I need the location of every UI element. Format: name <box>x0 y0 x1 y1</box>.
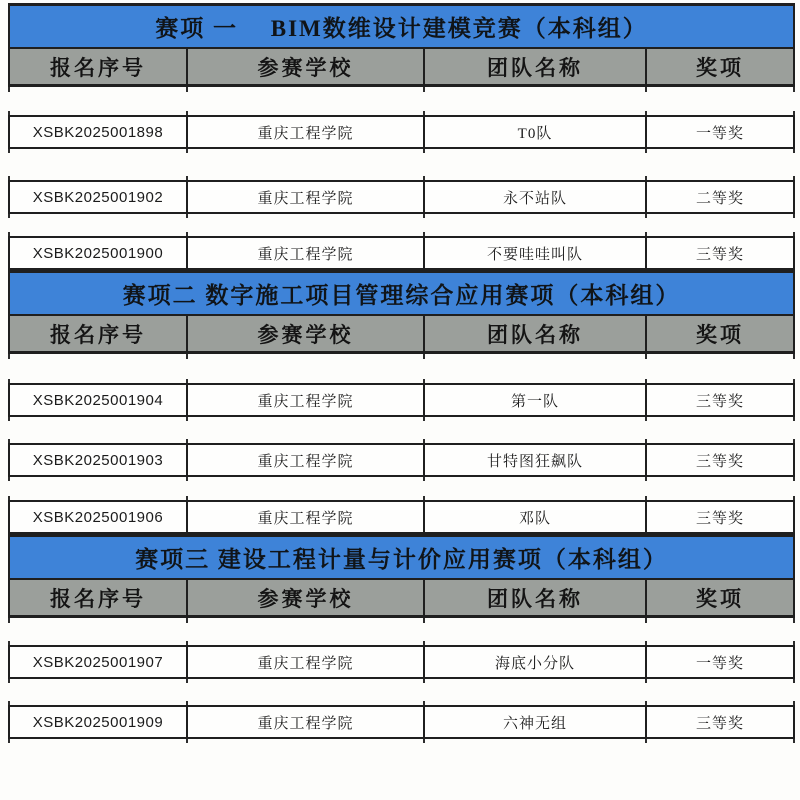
table-row <box>8 383 795 417</box>
section-title: 赛项 一 BIM数维设计建模竞赛（本科组） <box>155 16 648 41</box>
cell-school: 重庆工程学院 <box>188 502 425 532</box>
cell-award: 三等奖 <box>695 715 744 732</box>
cell-team-name: 海底小分队 <box>425 647 647 677</box>
section-title: 赛项三 建设工程计量与计价应用赛项（本科组） <box>135 547 668 572</box>
cell-award: 三等奖 <box>695 453 744 470</box>
column-header-registration-id: 报名序号 <box>10 49 188 84</box>
cell-registration-id: XSBK2025001904 <box>10 385 188 415</box>
column-header-team-name: 团队名称 <box>425 49 647 84</box>
cell-school: 重庆工程学院 <box>188 385 425 415</box>
cell-school: 重庆工程学院 <box>188 117 425 147</box>
table-row-block <box>8 176 795 218</box>
cell-school: 重庆工程学院 <box>188 707 425 737</box>
table-row-block <box>8 496 795 534</box>
cell-registration-id: XSBK2025001907 <box>10 647 188 677</box>
column-divider-stubs <box>8 354 795 359</box>
column-header-award: 奖项 <box>696 586 744 611</box>
cell-registration-id: XSBK2025001909 <box>10 707 188 737</box>
table-header-row <box>8 580 795 618</box>
cell-school: 重庆工程学院 <box>188 182 425 212</box>
cell-school: 重庆工程学院 <box>188 238 425 268</box>
table-row <box>8 236 795 270</box>
column-divider-stubs <box>8 679 795 683</box>
table-header-row <box>8 316 795 354</box>
column-divider-stubs <box>8 477 795 481</box>
cell-award: 一等奖 <box>695 125 744 142</box>
cell-team-name: 第一队 <box>425 385 647 415</box>
section-title-banner <box>8 3 795 49</box>
column-header-school: 参赛学校 <box>188 316 425 351</box>
column-divider-stubs <box>8 214 795 218</box>
cell-team-name: 邓队 <box>425 502 647 532</box>
cell-award: 三等奖 <box>695 510 744 527</box>
cell-team-name: 甘特图狂飙队 <box>425 445 647 475</box>
cell-award: 三等奖 <box>695 246 744 263</box>
column-header-school: 参赛学校 <box>188 49 425 84</box>
column-header-registration-id: 报名序号 <box>10 316 188 351</box>
cell-registration-id: XSBK2025001898 <box>10 117 188 147</box>
table-row <box>8 443 795 477</box>
table-row-block <box>8 232 795 270</box>
column-header-registration-id: 报名序号 <box>10 580 188 615</box>
cell-registration-id: XSBK2025001906 <box>10 502 188 532</box>
table-header-row <box>8 49 795 87</box>
cell-award: 二等奖 <box>695 190 744 207</box>
table-row-block <box>8 701 795 743</box>
competition-section-2 <box>8 270 795 534</box>
column-header-school: 参赛学校 <box>188 580 425 615</box>
cell-team-name: 不要哇哇叫队 <box>425 238 647 268</box>
table-row-block <box>8 111 795 153</box>
table-row <box>8 115 795 149</box>
table-row-block <box>8 641 795 683</box>
cell-award: 一等奖 <box>695 655 744 672</box>
column-divider-stubs <box>8 149 795 153</box>
cell-team-name: T0队 <box>425 117 647 147</box>
column-header-team-name: 团队名称 <box>425 580 647 615</box>
column-divider-stubs <box>8 739 795 743</box>
competition-section-1 <box>8 3 795 270</box>
column-header-award: 奖项 <box>696 55 744 80</box>
column-header-award: 奖项 <box>696 322 744 347</box>
table-row <box>8 645 795 679</box>
table-row <box>8 705 795 739</box>
column-header-team-name: 团队名称 <box>425 316 647 351</box>
column-divider-stubs <box>8 417 795 421</box>
cell-team-name: 六神无组 <box>425 707 647 737</box>
table-row-block <box>8 439 795 481</box>
cell-team-name: 永不站队 <box>425 182 647 212</box>
column-divider-stubs <box>8 87 795 92</box>
competition-section-3 <box>8 534 795 743</box>
cell-registration-id: XSBK2025001900 <box>10 238 188 268</box>
cell-award: 三等奖 <box>695 393 744 410</box>
award-results-table <box>8 3 795 743</box>
cell-school: 重庆工程学院 <box>188 445 425 475</box>
cell-registration-id: XSBK2025001903 <box>10 445 188 475</box>
section-title-banner <box>8 534 795 580</box>
column-divider-stubs <box>8 618 795 623</box>
cell-school: 重庆工程学院 <box>188 647 425 677</box>
section-title: 赛项二 数字施工项目管理综合应用赛项（本科组） <box>122 283 681 308</box>
section-title-banner <box>8 270 795 316</box>
table-row-block <box>8 379 795 421</box>
table-row <box>8 500 795 534</box>
cell-registration-id: XSBK2025001902 <box>10 182 188 212</box>
table-row <box>8 180 795 214</box>
